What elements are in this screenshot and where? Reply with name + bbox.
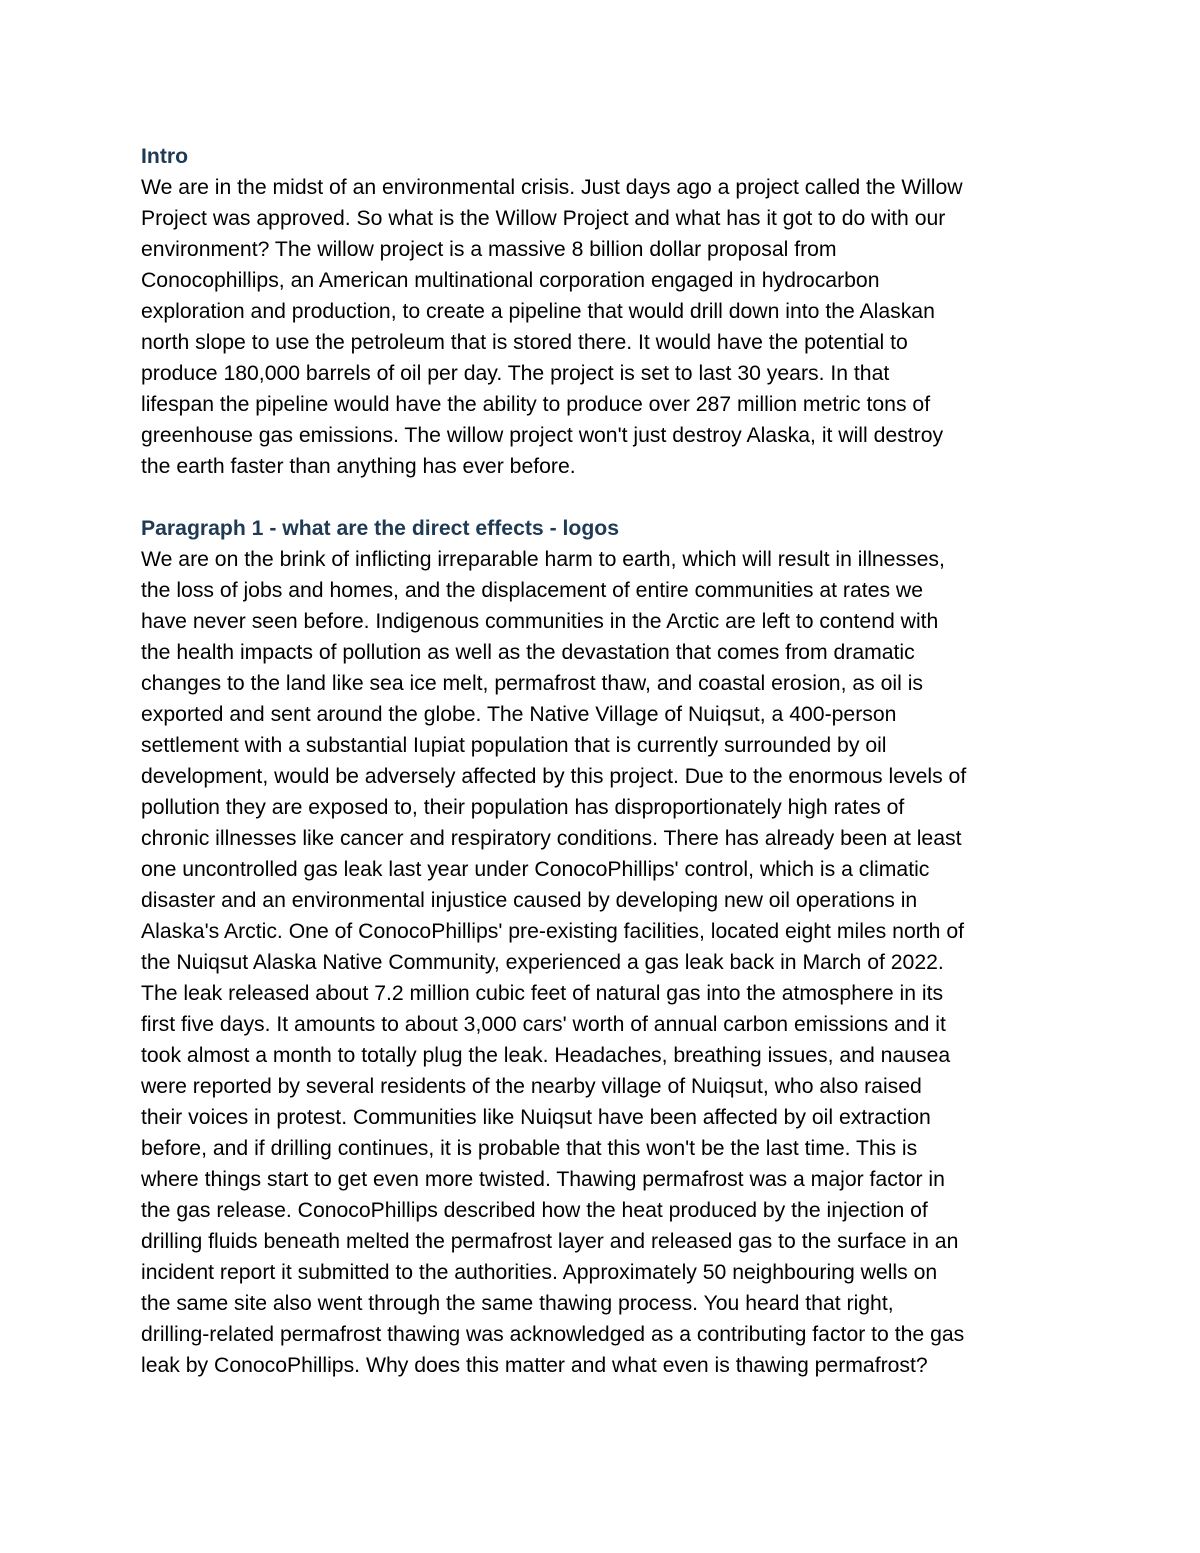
intro-body: We are in the midst of an environmental crisis. Just days ago a project called the Willow Project was approved. So what is the Willow Project and what has it got to do with our environment? The willow project is a massive 8 billion dollar proposal from Conocophillips, an American multinational corporation engaged in hydrocarbon exploration and production, to create a pipeline that would drill down into the Alaskan north slope to use the petroleum that is stored there. It would have the potential to produce 180,000 barrels of oil per day. The project is set to last 30 years. In that lifespan the pipeline would have the ability to produce over 287 million metric tons of greenhouse gas emissions. The willow project won't just destroy Alaska, it will destroy the earth faster than anything has ever before. bbox=[141, 176, 963, 478]
intro-heading: Intro bbox=[141, 145, 189, 168]
paragraph-1-body: We are on the brink of inflicting irreparable harm to earth, which will result in illnesses, the loss of jobs and homes, and the displacement of entire communities at rates we have never seen before. Indigenous communities in the Arctic are left to contend with the health impacts of pollution as well as the devastation that comes from dramatic changes to the land like sea ice melt, permafrost thaw, and coastal erosion, as oil is exported and sent around the globe. The Native Village of Nuiqsut, a 400-person settlement with a substantial Iupiat population that is currently surrounded by oil development, would be adversely affected by this project. Due to the enormous levels of pollution they are exposed to, their population has disproportionately high rates of chronic illnesses like cancer and respiratory conditions. There has already been at least one uncontrolled gas leak last year under ConocoPhillips' control, which is a climatic disaster and an environmental injustice caused by developing new oil operations in Alaska's Arctic. One of ConocoPhillips' pre-existing facilities, located eight miles north of the Nuiqsut Alaska Native Community, experienced a gas leak back in March of 2022. The leak released about 7.2 million cubic feet of natural gas into the atmosphere in its first five days. It amounts to about 3,000 cars' worth of annual carbon emissions and it took almost a month to totally plug the leak. Headaches, breathing issues, and nausea were reported by several residents of the nearby village of Nuiqsut, who also raised their voices in protest. Communities like Nuiqsut have been affected by oil extraction before, and if drilling continues, it is probable that this won't be the last time. This is where things start to get even more twisted. Thawing permafrost was a major factor in the gas release. ConocoPhillips described how the heat produced by the injection of drilling fluids beneath melted the permafrost layer and released gas to the surface in an incident report it submitted to the authorities. Approximately 50 neighbouring wells on the same site also went through the same thawing process. You heard that right, drilling-related permafrost thawing was acknowledged as a contributing factor to the gas leak by ConocoPhillips. Why does this matter and what even is thawing permafrost? bbox=[141, 548, 967, 1377]
section-spacer bbox=[141, 482, 1071, 513]
document-content bbox=[141, 141, 1071, 1381]
intro-section bbox=[141, 141, 1071, 482]
paragraph-1-section bbox=[141, 513, 1071, 1381]
paragraph-1-heading: Paragraph 1 - what are the direct effects - logos bbox=[141, 517, 620, 540]
